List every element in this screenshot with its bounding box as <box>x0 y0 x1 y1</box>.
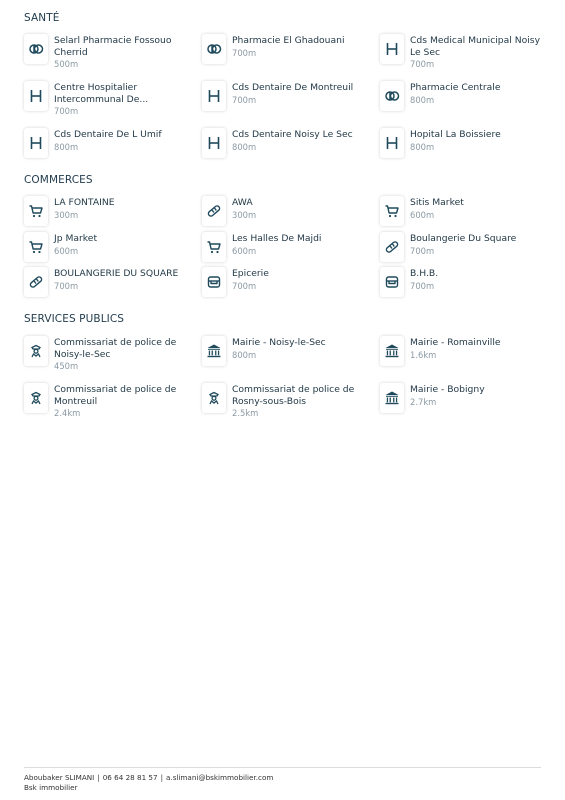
poi-label <box>410 197 550 222</box>
poi-item <box>380 34 550 74</box>
poi-name: Cds Dentaire De L Umif <box>54 129 162 140</box>
poi-label <box>410 337 550 362</box>
poi-distance: 700m <box>232 280 257 291</box>
poi-name: Cds Dentaire Noisy Le Sec <box>232 129 353 140</box>
poi-distance: 1.6km <box>410 349 437 360</box>
cart-icon <box>24 196 48 226</box>
poi-distance: 300m <box>54 209 79 220</box>
poi-name: LA FONTAINE <box>54 197 115 208</box>
poi-distance: 800m <box>410 94 435 105</box>
town-hall-icon <box>202 336 226 366</box>
agency-name: Bsk immobilier <box>24 783 78 792</box>
police-icon <box>24 336 48 366</box>
poi-item <box>202 336 372 376</box>
poi-distance: 700m <box>54 106 79 116</box>
poi-label <box>410 129 550 154</box>
poi-label <box>410 233 550 258</box>
pill-icon <box>380 81 404 111</box>
poi-name: Boulangerie Du Square <box>410 233 517 244</box>
poi-distance: 800m <box>232 349 257 360</box>
poi-name: Pharmacie El Ghadouani <box>232 35 345 46</box>
poi-item <box>24 128 194 168</box>
hospital-icon <box>380 34 404 64</box>
shop-icon <box>380 267 404 297</box>
cart-icon <box>24 232 48 262</box>
poi-name: Commissariat de police de Noisy-le-Sec <box>54 337 177 360</box>
poi-item <box>24 196 194 236</box>
poi-distance: 700m <box>232 47 257 58</box>
poi-name: Mairie - Noisy-le-Sec <box>232 337 326 348</box>
poi-item <box>202 383 372 423</box>
poi-distance: 800m <box>410 141 435 152</box>
hospital-icon <box>202 81 226 111</box>
poi-label <box>54 82 194 118</box>
hospital-icon <box>24 81 48 111</box>
poi-label <box>410 384 550 409</box>
poi-item <box>24 383 194 423</box>
poi-name: Pharmacie Centrale <box>410 82 501 93</box>
agent-phone[interactable]: 06 64 28 81 57 <box>102 773 158 782</box>
poi-item <box>380 336 550 376</box>
pill-icon <box>24 34 48 64</box>
poi-name: Sitis Market <box>410 197 464 208</box>
poi-label <box>232 197 372 222</box>
poi-item <box>380 128 550 168</box>
poi-distance: 700m <box>410 59 435 69</box>
poi-label <box>54 197 194 222</box>
poi-label <box>54 35 194 71</box>
poi-distance: 800m <box>54 141 79 152</box>
cart-icon <box>202 232 226 262</box>
town-hall-icon <box>380 383 404 413</box>
poi-label <box>232 337 372 362</box>
pill-icon <box>202 34 226 64</box>
poi-distance: 700m <box>232 94 257 105</box>
poi-item <box>380 81 550 121</box>
poi-distance: 300m <box>232 209 257 220</box>
poi-item <box>24 336 194 376</box>
poi-name: BOULANGERIE DU SQUARE <box>54 268 179 279</box>
poi-item <box>202 34 372 74</box>
poi-name: Cds Medical Municipal Noisy Le Sec <box>410 35 541 58</box>
hospital-icon <box>24 128 48 158</box>
poi-distance: 450m <box>54 361 79 371</box>
section-title-commerces: COMMERCES <box>24 174 93 186</box>
poi-distance: 2.5km <box>232 408 259 418</box>
poi-name: Cds Dentaire De Montreuil <box>232 82 354 93</box>
poi-label <box>410 35 550 71</box>
separator: | <box>160 773 163 782</box>
poi-item <box>380 383 550 423</box>
poi-label <box>54 337 194 373</box>
agent-email[interactable]: a.slimani@bskimmobilier.com <box>166 773 274 782</box>
bread-icon <box>380 232 404 262</box>
hospital-icon <box>202 128 226 158</box>
poi-distance: 700m <box>410 280 435 291</box>
poi-label <box>232 35 372 60</box>
poi-item <box>380 232 550 272</box>
poi-name: Commissariat de police de Montreuil <box>54 384 177 407</box>
police-icon <box>202 383 226 413</box>
poi-item <box>24 81 194 121</box>
poi-distance: 700m <box>410 245 435 256</box>
poi-label <box>232 233 372 258</box>
poi-distance: 2.4km <box>54 408 81 418</box>
town-hall-icon <box>380 336 404 366</box>
poi-label <box>232 384 372 420</box>
poi-label <box>232 129 372 154</box>
section-title-services: SERVICES PUBLICS <box>24 313 125 325</box>
poi-name: Les Halles De Majdi <box>232 233 322 244</box>
poi-item <box>24 267 194 307</box>
poi-name: Hopital La Boissiere <box>410 129 501 140</box>
poi-item <box>380 267 550 307</box>
poi-name: B.H.B. <box>410 268 439 279</box>
cart-icon <box>380 196 404 226</box>
poi-name: Centre Hospitalier Intercommunal De... <box>54 82 149 105</box>
poi-label <box>54 384 194 420</box>
poi-item <box>202 81 372 121</box>
poi-distance: 600m <box>232 245 257 256</box>
poi-item <box>202 128 372 168</box>
poi-item <box>202 232 372 272</box>
poi-label <box>54 268 194 293</box>
poi-item <box>202 267 372 307</box>
poi-distance: 700m <box>54 280 79 291</box>
poi-distance: 500m <box>54 59 79 69</box>
hospital-icon <box>380 128 404 158</box>
poi-distance: 800m <box>232 141 257 152</box>
poi-distance: 600m <box>410 209 435 220</box>
poi-item <box>202 196 372 236</box>
poi-label <box>54 233 194 258</box>
poi-label <box>232 82 372 107</box>
shop-icon <box>202 267 226 297</box>
poi-name: Mairie - Bobigny <box>410 384 485 395</box>
bread-icon <box>24 267 48 297</box>
poi-name: Epicerie <box>232 268 269 279</box>
poi-distance: 2.7km <box>410 396 437 407</box>
poi-name: Selarl Pharmacie Fossouo Cherrid <box>54 35 172 58</box>
poi-item <box>24 34 194 74</box>
poi-name: AWA <box>232 197 253 208</box>
poi-label <box>54 129 194 154</box>
separator: | <box>97 773 100 782</box>
poi-label <box>410 268 550 293</box>
poi-item <box>380 196 550 236</box>
poi-label <box>410 82 550 107</box>
footer-divider <box>24 767 541 768</box>
bread-icon <box>202 196 226 226</box>
poi-distance: 600m <box>54 245 79 256</box>
poi-label <box>232 268 372 293</box>
poi-item <box>24 232 194 272</box>
police-icon <box>24 383 48 413</box>
poi-name: Jp Market <box>54 233 98 244</box>
poi-name: Commissariat de police de Rosny-sous-Bois <box>232 384 355 407</box>
section-title-sante: SANTÉ <box>24 12 60 24</box>
footer-contact <box>24 773 273 782</box>
poi-name: Mairie - Romainville <box>410 337 501 348</box>
agent-name: Aboubaker SLIMANI <box>24 773 95 782</box>
